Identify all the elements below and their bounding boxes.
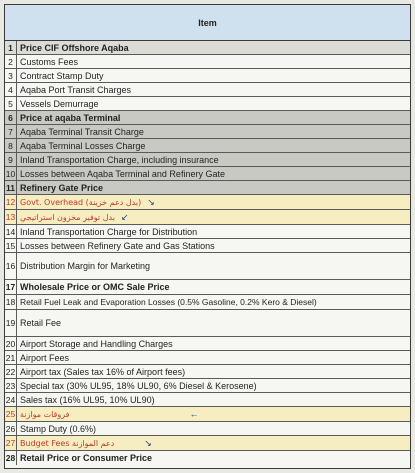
table-row [5,167,410,181]
table-row [5,422,410,436]
row-number: 27 [5,438,16,448]
row-number: 16 [5,253,17,279]
row-label: Airport tax (Sales tax 16% of Airport fees) [20,366,186,377]
table-row [5,111,410,125]
row-label: Govt. Overhead (بدل دعم خزينة) [20,197,142,207]
table-row [5,139,410,153]
row-label: Stamp Duty (0.6%) [20,423,97,434]
row-number: 14 [5,226,16,237]
cost-breakdown-table [4,4,411,469]
row-label: Vessels Demurrage [20,98,99,109]
row-number: 2 [5,55,17,68]
table-row [5,83,410,97]
table-row [5,253,410,280]
row-number: 24 [5,394,16,405]
header-title: Item [198,17,217,28]
row-label: Retail Price or Consumer Price [20,453,153,463]
arrow-icon: ↙ [120,211,129,222]
row-label: Airport Fees [20,352,70,363]
table-row [5,69,410,83]
row-label-cell [17,407,410,421]
row-label: Contract Stamp Duty [20,70,104,81]
row-label: Losses between Refinery Gate and Gas Stations [20,240,215,251]
row-label-cell [17,195,410,209]
row-number: 8 [5,139,17,152]
table-header [5,5,410,41]
table-row [5,337,410,351]
row-number: 20 [5,338,16,349]
row-label: Distribution Margin for Marketing [20,261,151,271]
row-label: Inland Transportation Charge, including insurance [20,154,219,165]
row-label: Retail Fee [20,318,62,328]
row-label: Budget Fees دعم الموازنة [20,438,115,448]
table-row [5,55,410,69]
arrow-icon: ← [189,409,199,419]
table-row [5,393,410,407]
row-number: 26 [5,423,16,434]
row-label: Aqaba Port Transit Charges [20,84,132,95]
row-label: Losses between Aqaba Terminal and Refinery Gate [20,168,225,179]
row-label: بدل توفير مخزون استراتيجي [20,212,115,222]
table-body [5,41,410,465]
table-row [5,365,410,379]
table-row [5,451,410,465]
row-number: 13 [5,212,16,222]
table-row [5,436,410,451]
row-number: 19 [5,310,17,336]
row-number: 7 [5,125,17,138]
row-label: Customs Fees [20,56,79,67]
row-number: 15 [5,240,16,251]
row-label: Airport Storage and Handling Charges [20,338,173,349]
row-number: 23 [5,380,16,391]
row-label: Inland Transportation Charge for Distribution [20,226,198,237]
row-label: فروقات موازنة [20,409,70,419]
row-number: 11 [6,182,15,193]
row-label: Price at aqaba Terminal [20,112,121,123]
row-number: 25 [5,409,16,419]
row-label: Special tax (30% UL95, 18% UL90, 6% Diesel & Kerosene) [20,380,257,391]
table-row [5,379,410,393]
table-row [5,41,410,55]
table-row [5,125,410,139]
row-number: 28 [5,453,16,463]
row-number: 4 [5,83,17,96]
table-row [5,295,410,310]
table-row [5,210,410,225]
row-number: 5 [5,97,17,110]
row-label-cell [17,210,410,224]
row-label: Retail Fuel Leak and Evaporation Losses (0.5% Gasoline, 0.2% Kero & Diesel) [20,297,317,307]
row-label: Wholesale Price or OMC Sale Price [20,282,170,292]
row-label: Refinery Gate Price [20,182,104,193]
table-row [5,97,410,111]
row-label: Aqaba Terminal Losses Charge [20,140,146,151]
row-number: 21 [5,352,16,363]
table-row [5,280,410,295]
table-row [5,195,410,210]
row-number: 10 [5,168,16,179]
table-row [5,351,410,365]
row-number: 6 [5,111,17,124]
row-label: Price CIF Offshore Aqaba [20,42,129,53]
row-number: 12 [5,197,16,207]
row-number: 3 [5,69,17,82]
row-number: 9 [5,153,17,166]
table-row [5,239,410,253]
table-row [5,310,410,337]
row-label-cell [17,436,410,450]
table-row [5,225,410,239]
arrow-icon: ↘ [147,196,155,207]
row-number: 22 [5,366,16,377]
row-label: Aqaba Terminal Transit Charge [20,126,144,137]
row-number: 1 [5,41,17,54]
table-row [5,407,410,422]
row-number: 18 [5,297,16,307]
table-row [5,153,410,167]
arrow-icon: ↘ [144,437,152,448]
row-number: 17 [5,282,16,292]
table-row [5,181,410,195]
row-label: Sales tax (16% UL95, 10% UL90) [20,394,155,405]
